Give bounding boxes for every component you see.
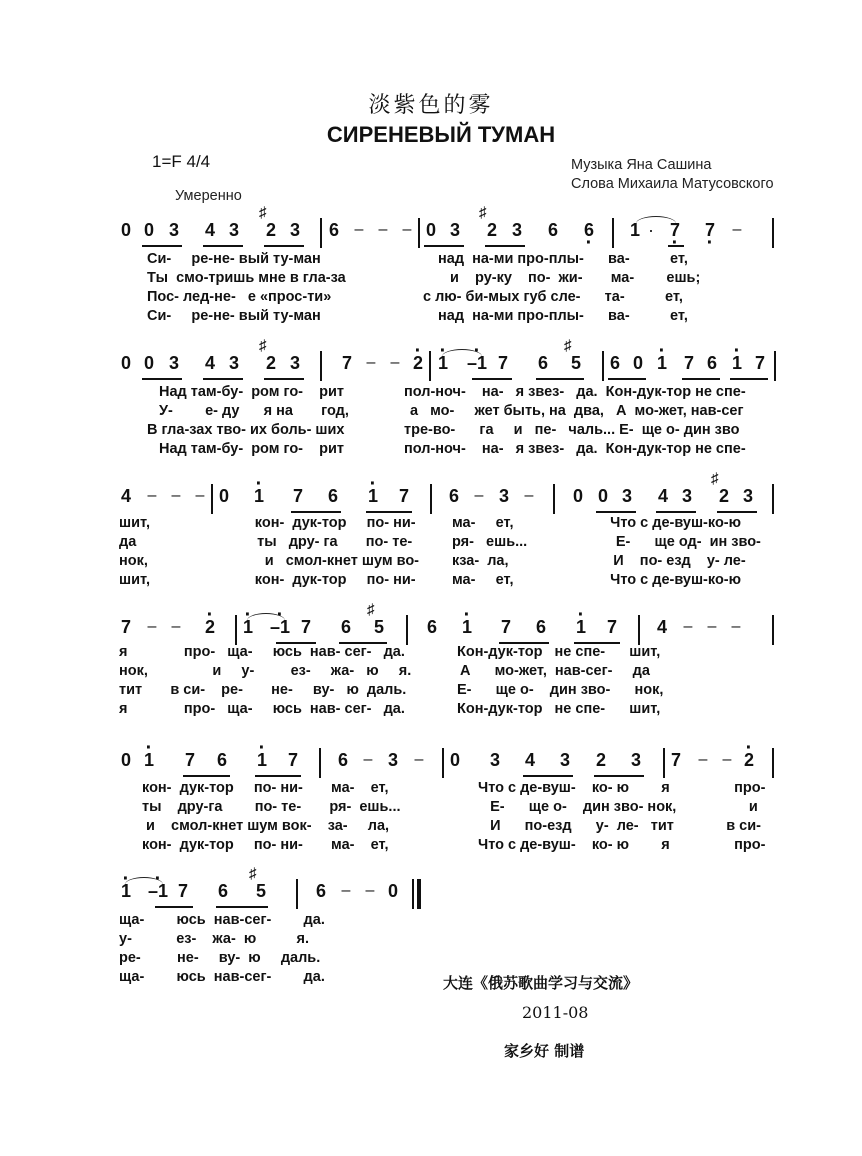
underline-beam: [730, 378, 768, 380]
lyric-line-2-right: ря- ешь... Е- ще од- ин зво-: [452, 534, 761, 550]
dash: –: [731, 618, 741, 635]
lyric-line-4-right: над на-ми про-плы- ва- ет,: [438, 308, 688, 324]
lyric-line-3: В гла-зах тво- их боль- ших: [147, 422, 345, 438]
notes-line: [0, 470, 862, 512]
final-barline: [417, 879, 421, 909]
lyric-line-3-right: с лю- би-мых губ сле- та- ет,: [423, 289, 683, 305]
note: 6: [328, 220, 339, 240]
lyric-line-2: нок, и у- ез- жа- ю я.: [119, 663, 412, 679]
underline-beam: [264, 245, 304, 247]
underline-beam: [142, 378, 182, 380]
dash: –: [365, 882, 375, 899]
lyric-line-3: и смол-кнет шум вок- за- ла,: [142, 818, 390, 834]
note: 7: [670, 750, 681, 770]
note: 4: [524, 750, 535, 770]
barline: [442, 748, 444, 778]
notes-line: [0, 204, 862, 246]
note: 5: [373, 617, 384, 637]
dash: –: [378, 221, 388, 238]
lyric-line-3-right: тре-во- га и пе- чаль... Е- ще о- дин зво: [404, 422, 740, 438]
note: 6: [706, 353, 717, 373]
note-high: · 1: [436, 353, 450, 374]
note: 4: [656, 617, 667, 637]
lyric-line-3-right: кза- ла, И по- езд у- ле-: [452, 553, 746, 569]
lyric-line-1-right: Кон-дук-тор не спе- шит,: [457, 644, 661, 660]
dash: –: [195, 487, 205, 504]
note: 3: [228, 353, 239, 373]
lyric-line-4: ща- юсь нав-сег- да.: [119, 969, 325, 985]
note-high: · 1: [255, 750, 269, 771]
underline-beam: [291, 511, 341, 513]
note: 3: [498, 486, 509, 506]
lyric-line-2-right: а мо- жет быть, на два, А мо-жет, нав-сег: [410, 403, 744, 419]
note-high: · 2: [742, 750, 756, 771]
dash: –: [474, 487, 484, 504]
dash: –: [363, 751, 373, 768]
underline-beam: [523, 775, 573, 777]
note: 3: [289, 353, 300, 373]
barline: [772, 615, 774, 645]
barline: [553, 484, 555, 514]
lyric-line-2-right: Е- ще о- дин зво- нок, и: [478, 799, 758, 815]
underline-beam: [203, 378, 243, 380]
note: 5: [255, 881, 266, 901]
sharp-icon: ♯: [711, 470, 719, 487]
barline: [429, 351, 431, 381]
lyric-line-1-right: над на-ми про-плы- ва- ет,: [438, 251, 688, 267]
dash: –: [366, 354, 376, 371]
note: 3: [387, 750, 398, 770]
barline: [430, 484, 432, 514]
barline: [663, 748, 665, 778]
note: 6: [547, 220, 558, 240]
note: 7: [341, 353, 352, 373]
lyrics-block: [0, 911, 862, 1025]
note: 6: [340, 617, 351, 637]
title-chinese: 淡紫色的雾: [368, 93, 494, 118]
note-high: · 1: [574, 617, 588, 638]
note: 2: [718, 486, 729, 506]
lyric-line-4-right: Что с де-вуш- ко- ю я про-: [478, 837, 766, 853]
note: 3: [630, 750, 641, 770]
note: 6: [535, 617, 546, 637]
barline: [319, 748, 321, 778]
lyric-line-4-right: ма- ет, Что с де-вуш-ко-ю: [452, 572, 742, 588]
note: 0: [120, 750, 131, 770]
note: 3: [742, 486, 753, 506]
lyric-line-2: ты дру-га по- те- ря- ешь...: [142, 799, 401, 815]
lyric-line-4-right: Кон-дук-тор не спе- шит,: [457, 701, 661, 717]
lyric-line-4-right: пол-ноч- на- я звез- да. Кон-дук-тор не спе-: [404, 441, 746, 457]
note: 7: [754, 353, 765, 373]
barline: [211, 484, 213, 514]
lyrics-credit: Слова Михаила Матусовского: [571, 176, 774, 192]
underline-beam: [608, 378, 646, 380]
lyric-line-2-right: А мо-жет, нав-сег- да: [460, 663, 650, 679]
note: 3: [511, 220, 522, 240]
barline: [638, 615, 640, 645]
note-high: · –1: [147, 881, 169, 902]
note: 6: [609, 353, 620, 373]
barline: [772, 748, 774, 778]
notes-line: [0, 337, 862, 379]
lyric-line-4: кон- дук-тор по- ни- ма- ет,: [142, 837, 389, 853]
lyric-line-2: Ты смо-тришь мне в гла-за: [147, 270, 346, 286]
underline-beam: [536, 378, 584, 380]
note: 2: [265, 353, 276, 373]
sharp-icon: ♯: [479, 204, 487, 221]
date: 2011-08: [522, 1003, 589, 1022]
sharp-icon: ♯: [259, 204, 267, 221]
underline-beam: [424, 245, 464, 247]
note: 6: [216, 750, 227, 770]
dash: –: [402, 221, 412, 238]
underline-beam: [594, 775, 644, 777]
note: 3: [168, 220, 179, 240]
lyric-line-3: тит в си- ре- не- ву- ю даль.: [119, 682, 407, 698]
lyric-line-1: я про- ща- юсь нав- сег- да.: [119, 644, 405, 660]
note-low: 6 ·: [582, 220, 596, 241]
lyric-line-3: ре- не- ву- ю даль.: [119, 950, 321, 966]
barline: [320, 351, 322, 381]
dash: –: [683, 618, 693, 635]
note-high: · –1: [466, 353, 488, 374]
notes-line: [0, 865, 862, 907]
note: 0: [387, 881, 398, 901]
note: 0: [143, 220, 154, 240]
note: 3: [228, 220, 239, 240]
note-low: 7 ·: [703, 220, 717, 241]
dash: –: [698, 751, 708, 768]
lyric-line-2: у- ез- жа- ю я.: [119, 931, 309, 947]
lyric-line-2-right: и ру-ку по- жи- ма- ешь;: [450, 270, 701, 286]
underline-beam: [216, 906, 268, 908]
note-high: · 1: [142, 750, 156, 771]
notes-line: [0, 742, 862, 776]
note: 7: [184, 750, 195, 770]
underline-beam: [656, 511, 696, 513]
barline: [320, 218, 322, 248]
underline-beam: [682, 378, 720, 380]
note-low: 7 ·: [668, 220, 682, 241]
barline: [772, 218, 774, 248]
barline: [296, 879, 298, 909]
author-credit: 家乡好 制谱: [504, 1042, 585, 1060]
note: 0: [632, 353, 643, 373]
underline-beam: [142, 245, 182, 247]
note: 0: [425, 220, 436, 240]
note: 3: [489, 750, 500, 770]
underline-beam: [183, 775, 230, 777]
underline-beam: [472, 378, 512, 380]
dash: –: [414, 751, 424, 768]
note: 4: [120, 486, 131, 506]
note-high: · 1: [460, 617, 474, 638]
note: 2: [265, 220, 276, 240]
lyric-line-3-right: И по-езд у- ле- тит в си-: [478, 818, 761, 834]
sharp-icon: ♯: [367, 601, 375, 618]
lyric-line-4: я про- ща- юсь нав- сег- да.: [119, 701, 405, 717]
lyric-line-2: У- е- ду я на год,: [159, 403, 349, 419]
music-credit: Музыка Яна Сашина: [571, 157, 712, 173]
note: 6: [426, 617, 437, 637]
lyric-line-4: Над там-бу- ром го- рит: [159, 441, 345, 457]
lyric-line-4: шит, кон- дук-тор по- ни-: [119, 572, 416, 588]
barline: [235, 615, 237, 645]
barline: [418, 218, 420, 248]
lyric-line-1-right: ма- ет, Что с де-вуш-ко-ю: [452, 515, 742, 531]
note: 3: [168, 353, 179, 373]
note: 7: [606, 617, 617, 637]
barline: [406, 615, 408, 645]
dash: –: [722, 751, 732, 768]
note: 2: [595, 750, 606, 770]
note: 0: [120, 353, 131, 373]
note-high: · 2: [411, 353, 425, 374]
sharp-icon: ♯: [249, 865, 257, 882]
note: 2: [486, 220, 497, 240]
note: 7: [177, 881, 188, 901]
note: 6: [315, 881, 326, 901]
lyric-line-1: Си- ре-не- вый ту-ман: [147, 251, 321, 267]
note: 4: [204, 220, 215, 240]
lyric-line-3-right: Е- ще о- дин зво- нок,: [457, 682, 664, 698]
note: 3: [289, 220, 300, 240]
lyric-line-1: шит, кон- дук-тор по- ни-: [119, 515, 416, 531]
source-credit: 大连《俄苏歌曲学习与交流》: [443, 974, 639, 992]
note: 7: [683, 353, 694, 373]
barline: [602, 351, 604, 381]
note: 7: [500, 617, 511, 637]
title-russian: СИРЕНЕВЫЙ ТУМАН: [326, 122, 556, 147]
note-high: · 1: [366, 486, 380, 507]
dash: –: [147, 618, 157, 635]
lyric-line-2: да ты дру- га по- те-: [119, 534, 413, 550]
note: 7: [300, 617, 311, 637]
tempo-marking: Умеренно: [175, 188, 242, 204]
note-high: · –1: [269, 617, 291, 638]
note-high: · 2: [203, 617, 217, 638]
note-high: · 1: [730, 353, 744, 374]
note: 5: [570, 353, 581, 373]
note: 4: [657, 486, 668, 506]
note: 6: [217, 881, 228, 901]
note: 4: [204, 353, 215, 373]
dash: –: [354, 221, 364, 238]
underline-beam: [596, 511, 636, 513]
note: 3: [681, 486, 692, 506]
dash: –: [341, 882, 351, 899]
note: 6: [337, 750, 348, 770]
note-high: · 1: [252, 486, 266, 507]
lyric-line-4: Си- ре-не- вый ту-ман: [147, 308, 321, 324]
lyric-line-1: кон- дук-тор по- ни- ма- ет,: [142, 780, 389, 796]
note: 3: [559, 750, 570, 770]
sharp-icon: ♯: [259, 337, 267, 354]
note: 6: [537, 353, 548, 373]
underline-beam: [668, 245, 684, 247]
barline: [412, 879, 414, 909]
dash: –: [524, 487, 534, 504]
lyric-line-1: ща- юсь нав-сег- да.: [119, 912, 325, 928]
dash: –: [707, 618, 717, 635]
note: 0: [597, 486, 608, 506]
dash: –: [390, 354, 400, 371]
note: 0: [449, 750, 460, 770]
underline-beam: [203, 245, 243, 247]
barline: [772, 484, 774, 514]
underline-beam: [264, 378, 304, 380]
lyric-line-3: нок, и смол-кнет шум во-: [119, 553, 420, 569]
dash: –: [732, 221, 742, 238]
dash: –: [147, 487, 157, 504]
notes-line: [0, 601, 862, 643]
augmentation-dot: ·: [648, 220, 654, 240]
underline-beam: [255, 775, 301, 777]
sharp-icon: ♯: [564, 337, 572, 354]
note: 3: [449, 220, 460, 240]
note-high: · 1: [119, 881, 133, 902]
note: 1: [629, 220, 640, 240]
note: 7: [497, 353, 508, 373]
note: 0: [120, 220, 131, 240]
note: 7: [287, 750, 298, 770]
lyric-line-1: Над там-бу- ром го- рит: [159, 384, 345, 400]
underline-beam: [485, 245, 525, 247]
note: 3: [621, 486, 632, 506]
note: 0: [572, 486, 583, 506]
note: 7: [292, 486, 303, 506]
underline-beam: [717, 511, 757, 513]
credits: [571, 156, 774, 194]
key-signature: 1=F 4/4: [152, 152, 211, 171]
dash: –: [171, 487, 181, 504]
underline-beam: [366, 511, 412, 513]
barline: [774, 351, 776, 381]
lyric-line-1-right: пол-ноч- на- я звез- да. Кон-дук-тор не спе-: [404, 384, 746, 400]
lyric-line-1-right: Что с де-вуш- ко- ю я про-: [478, 780, 766, 796]
lyric-line-3: Пос- лед-не- е «прос-ти»: [147, 289, 332, 305]
dash: –: [171, 618, 181, 635]
note: 6: [327, 486, 338, 506]
barline: [612, 218, 614, 248]
note: 7: [120, 617, 131, 637]
note-high: · 1: [241, 617, 255, 638]
underline-beam: [155, 906, 193, 908]
note: 6: [448, 486, 459, 506]
note: 0: [218, 486, 229, 506]
note: 7: [398, 486, 409, 506]
note-high: · 1: [655, 353, 669, 374]
note: 0: [143, 353, 154, 373]
